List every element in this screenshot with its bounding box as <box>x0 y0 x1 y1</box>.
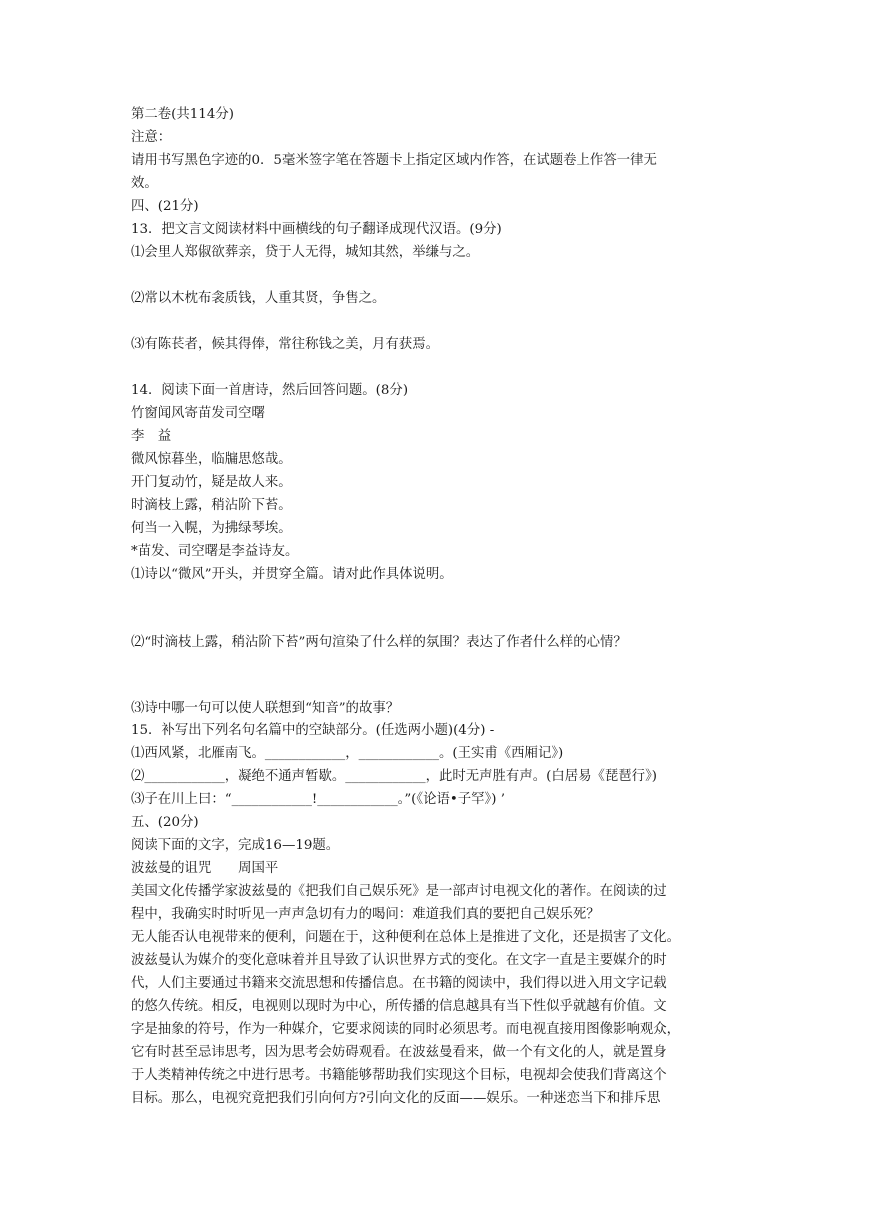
question-15-item-3: ⑶子在川上曰：“____________!____________。”(《论语•子罕》) ’ <box>131 792 505 807</box>
notice-text-line: 效。 <box>131 176 158 191</box>
article-line: 它有时甚至忌讳思考，因为思考会妨碍观看。在波兹曼看来，做一个有文化的人，就是置身 <box>131 1045 667 1060</box>
question-15-item-1: ⑴西风紧，北雁南飞。____________，____________。(王实甫《西厢记》) <box>131 746 564 761</box>
article-line: 程中，我确实时时听见一声声急切有力的喝问：难道我们真的要把自己娱乐死？ <box>131 907 600 922</box>
question-13-item-1: ⑴会里人郑俶欲葬亲，贷于人无得，城知其然，举缣与之。 <box>131 245 480 260</box>
question-13-item-2: ⑵常以木枕布衾质钱，人重其贤，争售之。 <box>131 291 386 306</box>
poem-line: 时滴枝上露，稍沾阶下苔。 <box>131 498 292 513</box>
poem-line: 开门复动竹，疑是故人来。 <box>131 475 292 490</box>
question-13: 13．把文言文阅读材料中画横线的句子翻译成现代汉语。(9分) <box>131 222 502 237</box>
article-line: 代，人们主要通过书籍来交流思想和传播信息。在书籍的阅读中，我们得以进入用文字记载 <box>131 976 667 991</box>
article-title: 波兹曼的诅咒 周国平 <box>131 861 279 876</box>
section-title: 第二卷(共114分) <box>131 107 234 122</box>
question-14-item-3: ⑶诗中哪一句可以使人联想到“知音”的故事？ <box>131 701 400 716</box>
notice-text-line: 请用书写黑色字迹的0．5毫米签字笔在答题卡上指定区域内作答，在试题卷上作答一律无 <box>131 153 657 168</box>
article-line: 波兹曼认为媒介的变化意味着并且导致了认识世界方式的变化。在文字一直是主要媒介的时 <box>131 953 667 968</box>
poem-line: 何当一入幌，为拂绿琴埃。 <box>131 521 292 536</box>
article-line: 无人能否认电视带来的便利，问题在于，这种便利在总体上是推进了文化，还是损害了文化。 <box>131 930 681 945</box>
part-heading: 四、(21分) <box>131 199 199 214</box>
article-line: 字是抽象的符号，作为一种媒介，它要求阅读的同时必须思考。而电视直接用图像影响观众， <box>131 1022 681 1037</box>
reading-instruction: 阅读下面的文字，完成16—19题。 <box>131 838 340 853</box>
question-14: 14．阅读下面一首唐诗，然后回答问题。(8分) <box>131 383 409 398</box>
question-15: 15．补写出下列名句名篇中的空缺部分。(任选两小题)(4分) - <box>131 723 495 738</box>
article-line: 于人类精神传统之中进行思考。书籍能够帮助我们实现这个目标，电视却会使我们背离这个 <box>131 1068 667 1083</box>
question-13-item-3: ⑶有陈苌者，候其得俸，常往称钱之美，月有获焉。 <box>131 337 439 352</box>
article-line: 美国文化传播学家波兹曼的《把我们自己娱乐死》是一部声讨电视文化的著作。在阅读的过 <box>131 884 667 899</box>
question-14-item-2: ⑵“时滴枝上露，稍沾阶下苔”两句渲染了什么样的氛围？表达了作者什么样的心情？ <box>131 635 627 650</box>
part-heading: 五、(20分) <box>131 815 199 830</box>
poem-author: 李 益 <box>131 429 172 444</box>
notice-heading: 注意： <box>131 130 172 145</box>
poem-note: *苗发、司空曙是李益诗友。 <box>131 544 299 559</box>
question-15-item-2: ⑵____________，凝绝不通声暂歇。____________，此时无声胜有声。(白居易《琵琶行》) <box>131 769 657 784</box>
poem-title: 竹窗闻风寄苗发司空曙 <box>131 406 265 421</box>
poem-line: 微风惊暮坐，临牖思悠哉。 <box>131 452 292 467</box>
article-line: 的悠久传统。相反，电视则以现时为中心，所传播的信息越具有当下性似乎就越有价值。文 <box>131 999 667 1014</box>
question-14-item-1: ⑴诗以“微风”开头，并贯穿全篇。请对此作具体说明。 <box>131 567 453 582</box>
article-line: 目标。那么，电视究竟把我们引向何方?引向文化的反面——娱乐。一种迷恋当下和排斥思 <box>131 1091 661 1106</box>
